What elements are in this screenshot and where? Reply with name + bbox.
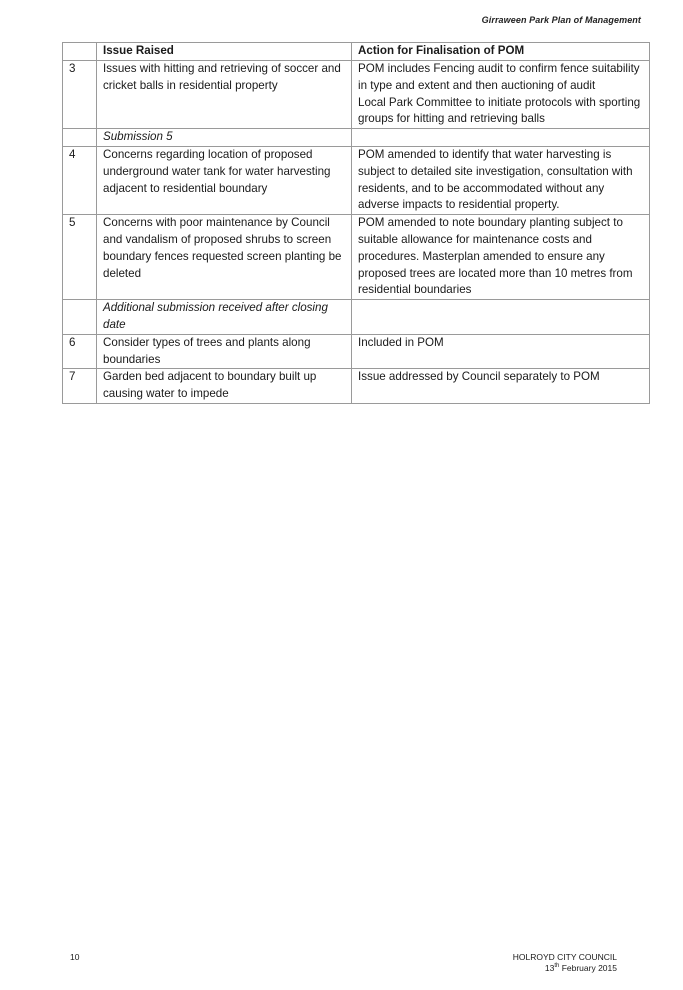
issue-cell: Consider types of trees and plants along boundaries — [97, 334, 352, 369]
row-number: 6 — [63, 334, 97, 369]
action-cell: Included in POM — [352, 334, 650, 369]
table-row — [63, 146, 650, 214]
column-header-number — [63, 43, 97, 61]
row-number: 3 — [63, 61, 97, 129]
issue-cell: Garden bed adjacent to boundary built up causing water to impede — [97, 369, 352, 404]
action-cell: Issue addressed by Council separately to POM — [352, 369, 650, 404]
row-number: 4 — [63, 146, 97, 214]
row-number — [63, 129, 97, 147]
table-row — [63, 334, 650, 369]
action-cell: POM amended to identify that water harvesting is subject to detailed site investigation, consultation with residents, and to be accommodated without any adverse impacts to residential property. — [352, 146, 650, 214]
running-header-title: Girraween Park Plan of Management — [481, 15, 641, 25]
action-cell — [352, 61, 650, 129]
table-header-row — [63, 43, 650, 61]
footer-organisation-block — [513, 952, 617, 974]
issue-cell: Concerns regarding location of proposed underground water tank for water harvesting adjacent to residential boundary — [97, 146, 352, 214]
organisation-name: HOLROYD CITY COUNCIL — [512, 952, 617, 962]
footer-date — [513, 963, 617, 974]
section-row — [63, 300, 650, 335]
issue-cell: Concerns with poor maintenance by Council and vandalism of proposed shrubs to screen boundary fences requested screen planting be deleted — [97, 215, 352, 300]
issue-cell: Issues with hitting and retrieving of soccer and cricket balls in residential property — [97, 61, 352, 129]
action-cell — [352, 300, 650, 335]
date-suffix: th — [554, 963, 560, 970]
section-label: Submission 5 — [97, 129, 352, 147]
column-header-issue: Issue Raised — [97, 43, 352, 61]
issues-table — [62, 42, 650, 404]
column-header-action: Action for Finalisation of POM — [352, 43, 650, 61]
row-number: 7 — [63, 369, 97, 404]
action-line: POM includes Fencing audit to confirm fence suitability in type and extent and then auctioning of audit — [358, 62, 640, 92]
table-row — [63, 215, 650, 300]
row-number: 5 — [63, 215, 97, 300]
section-row — [63, 129, 650, 147]
table-row — [63, 369, 650, 404]
action-line: Local Park Committee to initiate protocols with sporting groups for hitting and retrieving balls — [358, 95, 641, 126]
row-number — [63, 300, 97, 335]
page-number: 10 — [70, 952, 80, 962]
date-day: 13 — [544, 963, 555, 973]
table-row — [63, 61, 650, 129]
date-rest: February 2015 — [559, 963, 617, 973]
action-cell: POM amended to note boundary planting subject to suitable allowance for maintenance costs and procedures. Masterplan amended to ensure any proposed trees are located more than 10 metres from residential boundaries — [352, 215, 650, 300]
action-cell — [352, 129, 650, 147]
section-label: Additional submission received after closing date — [97, 300, 352, 335]
